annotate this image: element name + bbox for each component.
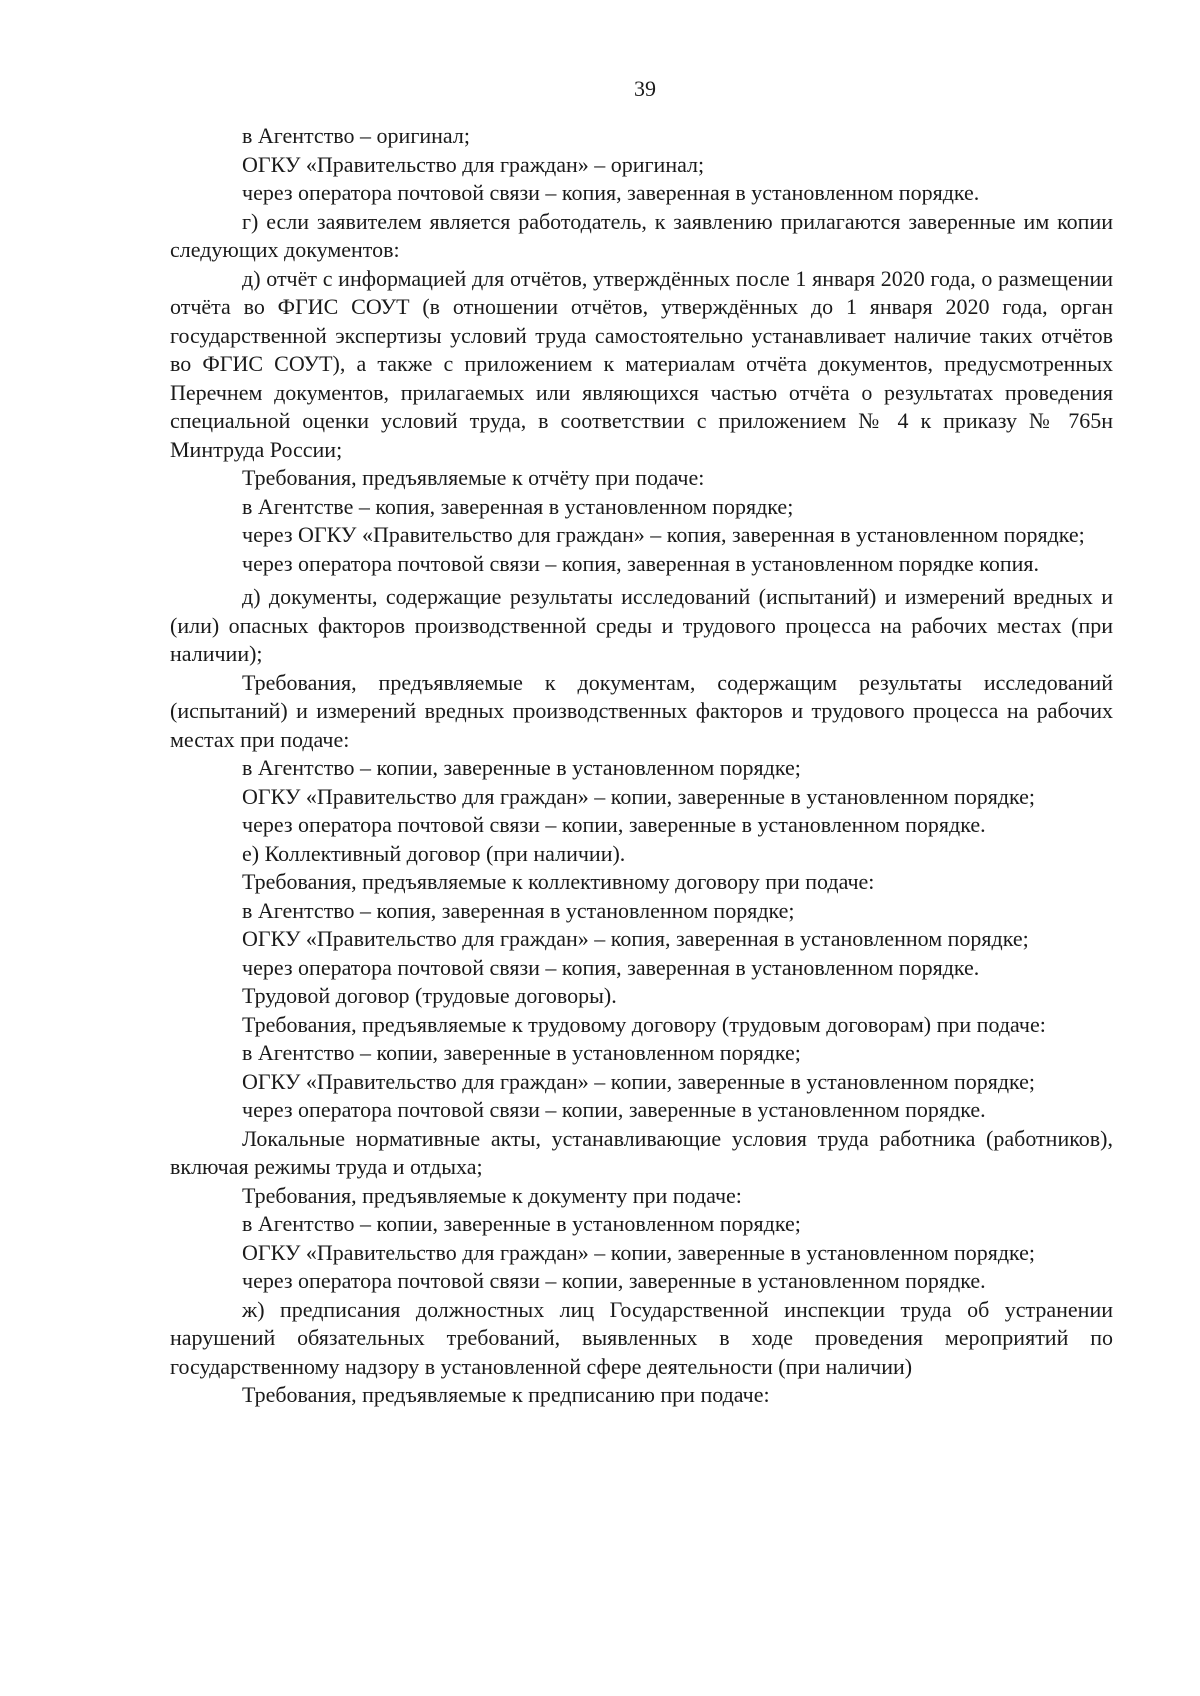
paragraph: ОГКУ «Правительство для граждан» – оригинал; xyxy=(242,151,705,177)
paragraph: Требования, предъявляемые к трудовому договору (трудовым договорам) при подаче: xyxy=(242,1011,1046,1037)
paragraph: Локальные нормативные акты, устанавливающие условия труда работника (работников), включая режимы труда и отдыха; xyxy=(170,1125,1113,1179)
page-number: 39 xyxy=(634,76,656,101)
paragraph: через ОГКУ «Правительство для граждан» – копия, заверенная в установленном порядке; xyxy=(242,522,1085,547)
paragraph: в Агентство – копия, заверенная в установленном порядке; xyxy=(242,897,795,923)
paragraph: через оператора почтовой связи – копия, заверенная в установленном порядке. xyxy=(242,954,980,980)
paragraph: Требования, предъявляемые к документам, содержащим результаты исследований (испытаний) и измерений вредных производственных факторов и трудового процесса на рабочих местах при подаче: xyxy=(170,669,1113,752)
paragraph: г) если заявителем является работодатель, к заявлению прилагаются заверенные им копии следующих документов: xyxy=(170,208,1113,262)
paragraph: через оператора почтовой связи – копии, заверенные в установленном порядке. xyxy=(242,1268,986,1293)
paragraph: Требования, предъявляемые к отчёту при подаче: xyxy=(242,465,705,490)
paragraph: ОГКУ «Правительство для граждан» – копии, заверенные в установленном порядке; xyxy=(242,783,1036,809)
document-body xyxy=(170,122,1113,1410)
paragraph: Требования, предъявляемые к документу при подаче: xyxy=(242,1182,742,1208)
paragraph: в Агентство – оригинал; xyxy=(242,123,470,148)
paragraph: ОГКУ «Правительство для граждан» – копии, заверенные в установленном порядке; xyxy=(242,1068,1036,1094)
paragraph: Трудовой договор (трудовые договоры). xyxy=(242,983,617,1008)
paragraph: в Агентстве – копия, заверенная в установленном порядке; xyxy=(242,493,794,519)
paragraph: д) отчёт с информацией для отчётов, утверждённых после 1 января 2020 года, о размещении отчёта во ФГИС СОУТ (в отношении отчётов, утверждённых до 1 января 2020 года, орган государственной экспертизы условий труда самостоятельно устанавливает наличие таких отчётов во ФГИС СОУТ), а также с приложением к материалам отчёта документов, предусмотренных Перечнем документов, прилагаемых или являющихся частью отчёта о результатах проведения специальной оценки условий труда, в соответствии с приложением № 4 к приказу № 765н Минтруда России; xyxy=(170,265,1113,462)
paragraph: в Агентство – копии, заверенные в установленном порядке; xyxy=(242,755,801,780)
paragraph: ОГКУ «Правительство для граждан» – копии, заверенные в установленном порядке; xyxy=(242,1239,1036,1265)
paragraph: через оператора почтовой связи – копии, заверенные в установленном порядке. xyxy=(242,1097,986,1122)
paragraph: ОГКУ «Правительство для граждан» – копия, заверенная в установленном порядке; xyxy=(242,926,1029,951)
paragraph: через оператора почтовой связи – копия, заверенная в установленном порядке. xyxy=(242,180,980,205)
paragraph: через оператора почтовой связи – копии, заверенные в установленном порядке. xyxy=(242,812,986,837)
paragraph: в Агентство – копии, заверенные в установленном порядке; xyxy=(242,1040,801,1065)
paragraph: Требования, предъявляемые к коллективному договору при подаче: xyxy=(242,869,875,894)
paragraph: Требования, предъявляемые к предписанию при подаче: xyxy=(242,1382,770,1407)
paragraph: через оператора почтовой связи – копия, заверенная в установленном порядке копия. xyxy=(242,550,1040,576)
paragraph: е) Коллективный договор (при наличии). xyxy=(242,840,626,866)
paragraph: д) документы, содержащие результаты исследований (испытаний) и измерений вредных и (или) опасных факторов производственной среды и трудового процесса на рабочих местах (при наличии); xyxy=(170,584,1113,666)
paragraph: в Агентство – копии, заверенные в установленном порядке; xyxy=(242,1211,801,1236)
paragraph: ж) предписания должностных лиц Государственной инспекции труда об устранении нарушений обязательных требований, выявленных в ходе проведения мероприятий по государственному надзору в установленной сфере деятельности (при наличии) xyxy=(170,1296,1113,1379)
